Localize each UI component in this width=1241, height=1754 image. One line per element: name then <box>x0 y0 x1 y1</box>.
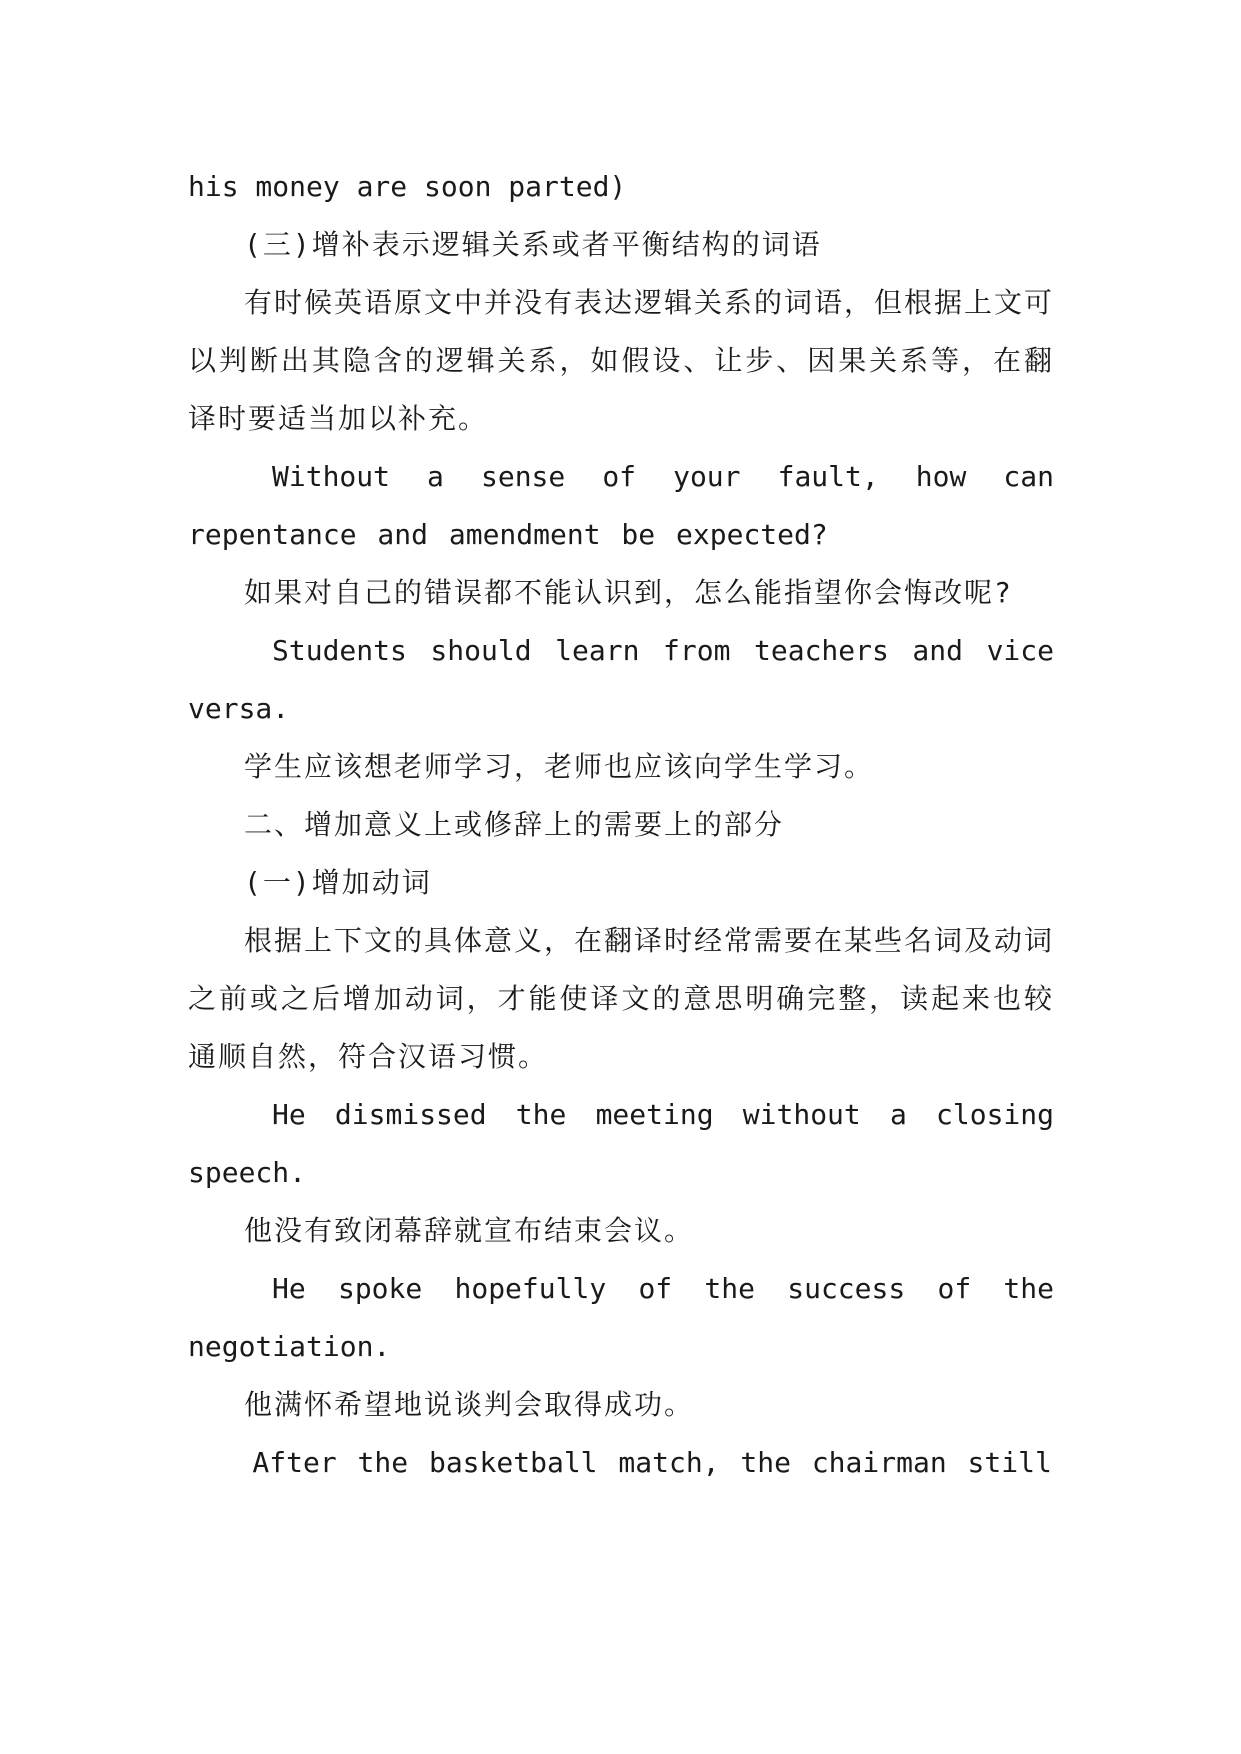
chinese-translation: 如果对自己的错误都不能认识到，怎么能指望你会悔改呢? <box>244 576 1013 609</box>
chinese-paragraph: 有时候英语原文中并没有表达逻辑关系的词语，但根据上文可以判断出其隐含的逻辑关系，如假设、让步、因果关系等，在翻译时要适当加以补充。 <box>188 286 1055 435</box>
continuation-line: his money are soon parted) <box>188 170 627 203</box>
english-example: Students should learn from teachers and vice versa. <box>188 634 1054 725</box>
chinese-translation: 他满怀希望地说谈判会取得成功。 <box>244 1388 695 1421</box>
subsection-heading-verbs: (一)增加动词 <box>244 866 432 899</box>
chinese-paragraph: 根据上下文的具体意义，在翻译时经常需要在某些名词及动词之前或之后增加动词，才能使译文的意思明确完整，读起来也较通顺自然，符合汉语习惯。 <box>188 924 1055 1073</box>
english-example-truncated: After the basketball match, the chairman still <box>252 1446 1052 1479</box>
section-heading-logical-words: (三)增补表示逻辑关系或者平衡结构的词语 <box>244 228 822 261</box>
english-example: Without a sense of your fault, how can repentance and amendment be expected? <box>188 460 1054 551</box>
chinese-translation: 学生应该想老师学习，老师也应该向学生学习。 <box>244 750 875 783</box>
text-column <box>188 158 1054 1492</box>
english-example: He dismissed the meeting without a closing speech. <box>188 1098 1054 1189</box>
section-heading-rhetorical: 二、增加意义上或修辞上的需要上的部分 <box>244 808 785 841</box>
chinese-translation: 他没有致闭幕辞就宣布结束会议。 <box>244 1214 695 1247</box>
english-example: He spoke hopefully of the success of the negotiation. <box>188 1272 1054 1363</box>
